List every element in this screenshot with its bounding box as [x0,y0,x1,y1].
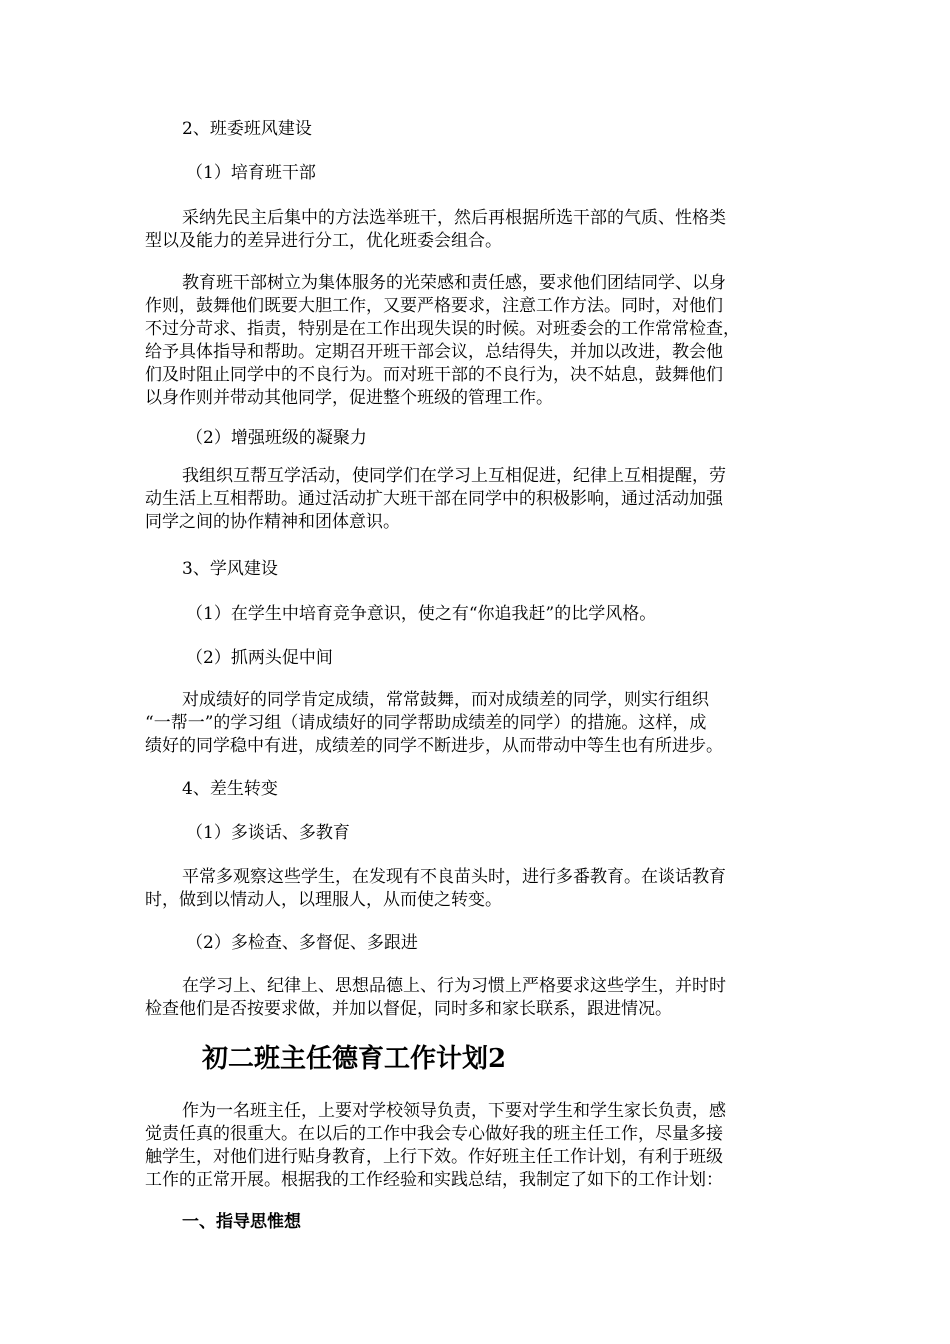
text-line: 检查他们是否按要求做，并加以督促，同时多和家长联系，跟进情况。 [145,999,672,1019]
text-line: 工作的正常开展。根据我的工作经验和实践总结，我制定了如下的工作计划： [145,1170,723,1190]
text-line: 动生活上互相帮助。通过活动扩大班干部在同学中的积极影响，通过活动加强 [145,489,723,509]
text-line: 同学之间的协作精神和团体意识。 [145,512,400,532]
text-line: 觉责任真的很重大。在以后的工作中我会专心做好我的班主任工作，尽量多接 [145,1124,723,1144]
text-line: 作为一名班主任，上要对学校领导负责，下要对学生和学生家长负责，感 [182,1101,726,1121]
text-line: 在学习上、纪律上、思想品德上、行为习惯上严格要求这些学生，并时时 [182,976,726,996]
text-line: 触学生，对他们进行贴身教育，上行下效。作好班主任工作计划，有利于班级 [145,1147,723,1167]
section-2-heading: 2、班委班风建设 [182,119,312,139]
text-line: 我组织互帮互学活动，使同学们在学习上互相促进，纪律上互相提醒，劳 [182,466,726,486]
section-4-subheading-2: （2）多检查、多督促、多跟进 [186,933,418,953]
paragraph [145,866,805,912]
text-line: “一帮一”的学习组（请成绩好的同学帮助成绩差的同学）的措施。这样，成 [145,713,707,733]
document-title: 初二班主任德育工作计划2 [202,1044,507,1074]
text-line: 绩好的同学稳中有进，成绩差的同学不断进步，从而带动中等生也有所进步。 [145,736,723,756]
text-line: 不过分苛求、指责，特别是在工作出现失误的时候。对班委会的工作常常检查， [145,319,740,339]
text-line: 型以及能力的差异进行分工，优化班委会组合。 [145,231,502,251]
text-line: 教育班干部树立为集体服务的光荣感和责任感，要求他们团结同学、以身 [182,273,726,293]
section-3-subheading-1: （1）在学生中培育竞争意识，使之有“你追我赶”的比学风格。 [186,604,657,624]
paragraph [145,1100,805,1192]
paragraph [145,465,805,534]
paragraph [145,975,805,1021]
text-line: 时，做到以情动人，以理服人，从而使之转变。 [145,890,502,910]
section-1-heading: 一、指导思惟想 [182,1212,301,1232]
text-line: 平常多观察这些学生，在发现有不良苗头时，进行多番教育。在谈话教育 [182,867,726,887]
text-line: 给予具体指导和帮助。定期召开班干部会议，总结得失，并加以改进，教会他 [145,342,723,362]
text-line: 们及时阻止同学中的不良行为。而对班干部的不良行为，决不姑息，鼓舞他们 [145,365,723,385]
paragraph [145,207,805,253]
section-4-heading: 4、差生转变 [182,779,278,799]
paragraph [145,272,805,410]
text-line: 采纳先民主后集中的方法选举班干，然后再根据所选干部的气质、性格类 [182,208,726,228]
section-3-heading: 3、学风建设 [182,559,278,579]
text-line: 对成绩好的同学肯定成绩，常常鼓舞，而对成绩差的同学，则实行组织 [182,690,709,710]
section-4-subheading-1: （1）多谈话、多教育 [186,823,350,843]
section-3-subheading-2: （2）抓两头促中间 [186,648,333,668]
section-2-subheading-1: （1）培育班干部 [186,163,316,183]
text-line: 作则，鼓舞他们既要大胆工作，又要严格要求，注意工作方法。同时，对他们 [145,296,723,316]
text-line: 以身作则并带动其他同学，促进整个班级的管理工作。 [145,388,553,408]
paragraph [145,689,805,758]
section-2-subheading-2: （2）增强班级的凝聚力 [186,428,367,448]
